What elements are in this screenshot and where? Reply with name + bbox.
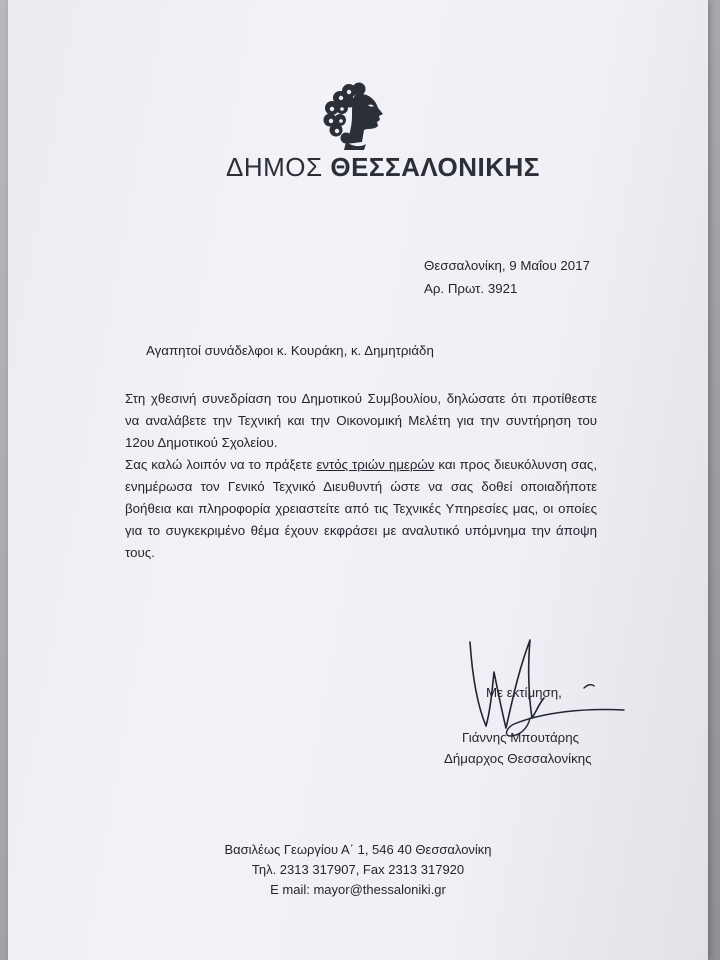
alexander-head-emblem-icon bbox=[316, 78, 400, 152]
deadline-underlined: εντός τριών ημερών bbox=[316, 457, 435, 472]
wordmark-main: ΘΕΣΣΑΛΟΝΙΚΗΣ bbox=[330, 152, 540, 182]
signatory-name: Γιάννης Μπουτάρης bbox=[462, 730, 580, 745]
footer-address: Βασιλέως Γεωργίου Α΄ 1, 546 40 Θεσσαλονίκη bbox=[224, 842, 492, 857]
letter-body bbox=[125, 388, 597, 564]
protocol-number: Αρ. Πρωτ. 3921 bbox=[424, 281, 518, 296]
body-paragraph-2 bbox=[125, 454, 597, 564]
greeting: Αγαπητοί συνάδελφοι κ. Κουράκη, κ. Δημητριάδη bbox=[146, 343, 434, 358]
body-paragraph-2-start: Σας καλώ λοιπόν να το πράξετε bbox=[125, 457, 317, 472]
body-paragraph-2-end: και προς διευκόλυνση σας, ενημέρωσα τον Γενικό Τεχνικό Διευθυντή ώστε να σας δοθεί οποιαδήποτε βοήθεια και πληροφορία χρειαστείτε από τις Τεχνικές Υπηρεσίες μας, οι οποίες για το συγκεκριμένο θέμα έχουν εκφράσει με αναλυτικό υπόμνημα την άποψη τους. bbox=[125, 457, 598, 560]
letterhead-wordmark bbox=[226, 152, 540, 183]
closing-salutation: Με εκτίμηση, bbox=[486, 685, 562, 700]
letter-page bbox=[8, 0, 708, 960]
date-line: Θεσσαλονίκη, 9 Μαΐου 2017 bbox=[424, 258, 590, 273]
footer-phone: Τηλ. 2313 317907, Fax 2313 317920 bbox=[251, 862, 465, 877]
wordmark-prefix: ΔΗΜΟΣ bbox=[226, 152, 323, 182]
body-paragraph-1: Στη χθεσινή συνεδρίαση του Δημοτικού Συμβουλίου, δηλώσατε ότι προτίθεστε να αναλάβετε την Τεχνική και την Οικονομική Μελέτη για την συντήρηση του 12ου Δημοτικού Σχολείου. bbox=[125, 391, 597, 450]
signatory-title: Δήμαρχος Θεσσαλονίκης bbox=[444, 751, 592, 766]
footer-email: E mail: mayor@thessaloniki.gr bbox=[270, 882, 446, 897]
letterhead-logo bbox=[8, 78, 708, 152]
